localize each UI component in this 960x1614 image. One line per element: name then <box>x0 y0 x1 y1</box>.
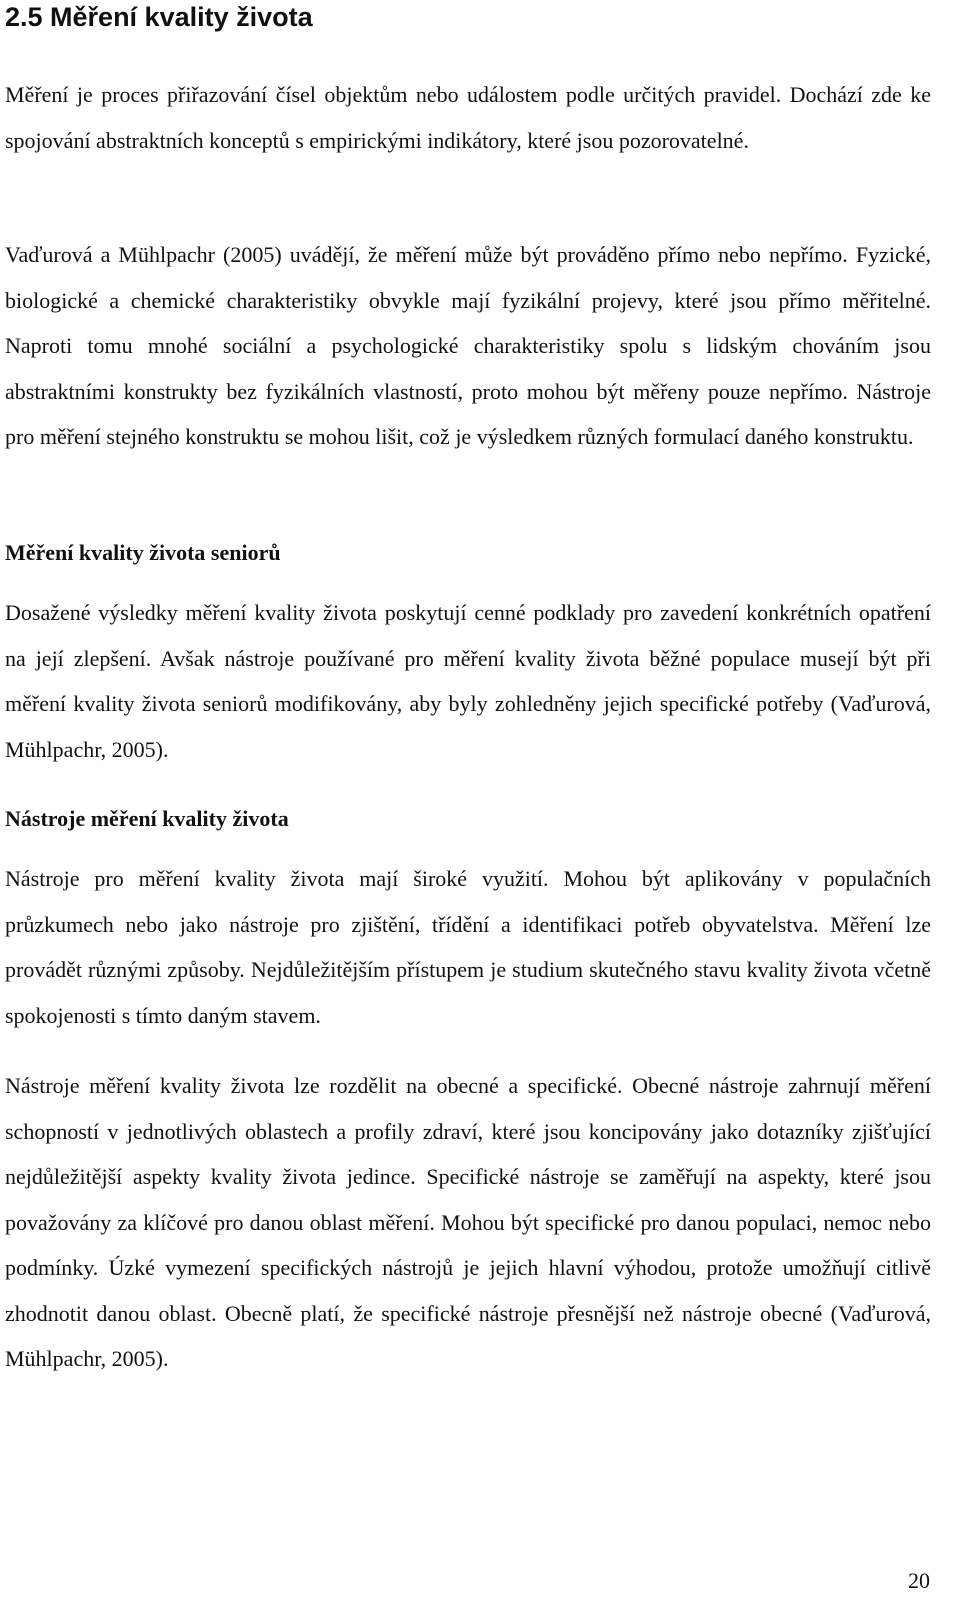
page-number: 20 <box>908 1568 930 1593</box>
section-title: 2.5 Měření kvality života <box>5 2 313 32</box>
subheading-tools: Nástroje měření kvality života <box>5 806 289 831</box>
subheading-seniors: Měření kvality života seniorů <box>5 540 281 565</box>
paragraph-tools-use: Nástroje pro měření kvality života mají široké využití. Mohou být aplikovány v populačních průzkumech nebo jako nástroje pro zjištění, třídění a identifikaci potřeb obyvatelstva. Měření lze provádět různými způsoby. Nejdůležitějším přístupem je studium skutečného stavu kvality života včetně spokojenosti s tímto daným stavem. <box>5 866 931 1028</box>
paragraph-tools-types: Nástroje měření kvality života lze rozdělit na obecné a specifické. Obecné nástroje zahrnují měření schopností v jednotlivých oblastech a profily zdraví, které jsou koncipovány jako dotazníky zjišťující nejdůležitější aspekty kvality života jedince. Specifické nástroje se zaměřují na aspekty, které jsou považovány za klíčové pro danou oblast měření. Mohou být specifické pro danou populaci, nemoc nebo podmínky. Úzké vymezení specifických nástrojů je jejich hlavní výhodou, protože umožňují citlivě zhodnotit danou oblast. Obecně platí, že specifické nástroje přesnější než nástroje obecné (Vaďurová, Mühlpachr, 2005). <box>5 1073 931 1371</box>
paragraph-intro: Měření je proces přiřazování čísel objektům nebo událostem podle určitých pravidel. Dochází zde ke spojování abstraktních konceptů s empirickými indikátory, které jsou pozorovatelné. <box>5 82 931 153</box>
paragraph-seniors: Dosažené výsledky měření kvality života poskytují cenné podklady pro zavedení konkrétních opatření na její zlepšení. Avšak nástroje používané pro měření kvality života běžné populace musejí být při měření kvality života seniorů modifikovány, aby byly zohledněny jejich specifické potřeby (Vaďurová, Mühlpachr, 2005). <box>5 600 931 762</box>
paragraph-direct-indirect: Vaďurová a Mühlpachr (2005) uvádějí, že měření může být prováděno přímo nebo nepřímo. Fyzické, biologické a chemické charakteristiky obvykle mají fyzikální projevy, které jsou přímo měřitelné. Naproti tomu mnohé sociální a psychologické charakteristiky spolu s lidským chováním jsou abstraktními konstrukty bez fyzikálních vlastností, proto mohou být měřeny pouze nepřímo. Nástroje pro měření stejného konstruktu se mohou lišit, což je výsledkem různých formulací daného konstruktu. <box>5 242 931 449</box>
